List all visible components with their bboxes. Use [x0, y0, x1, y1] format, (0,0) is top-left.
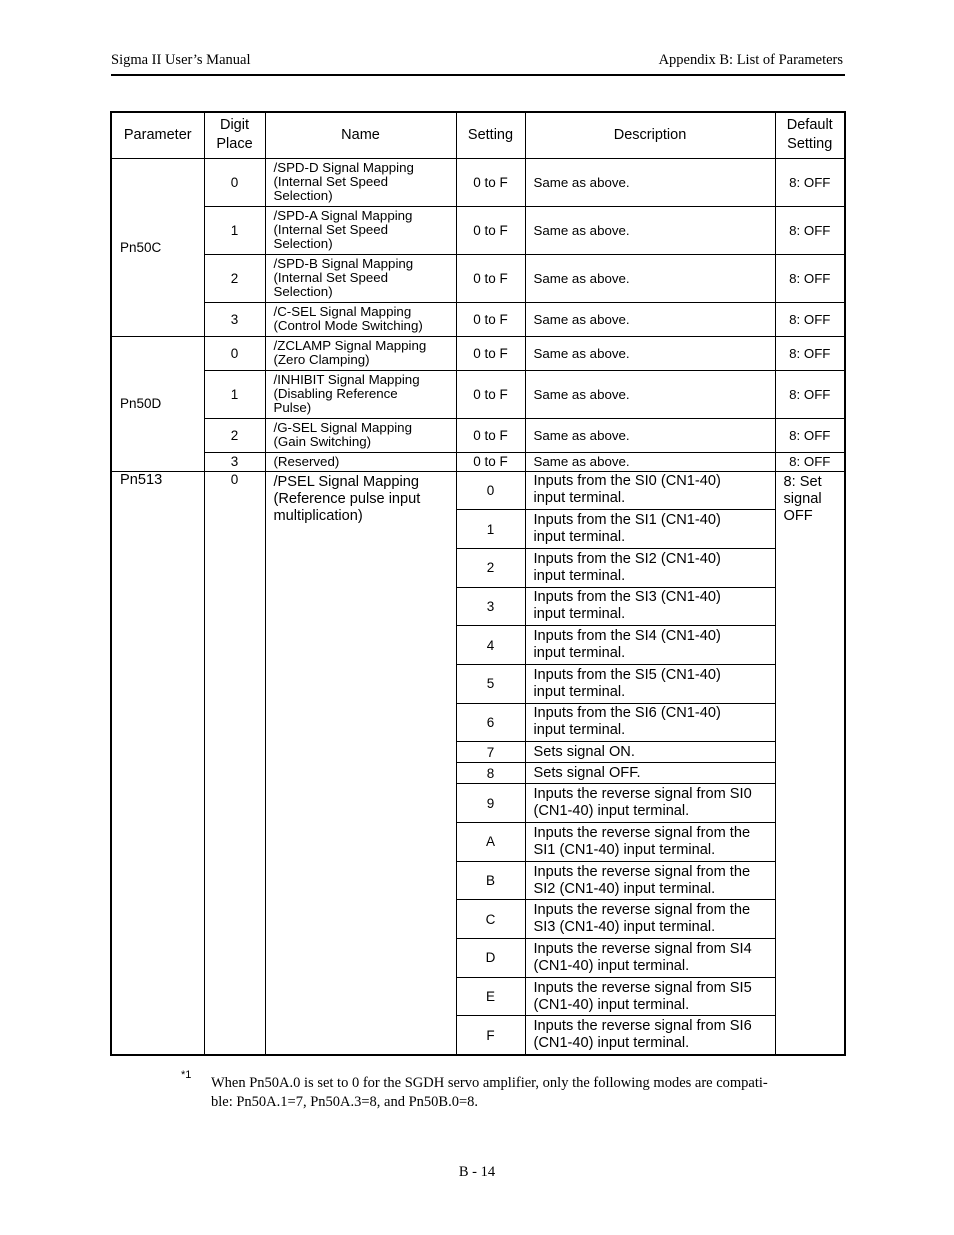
- text-line: Inputs from the SI6 (CN1-40): [533, 705, 721, 722]
- setting-cell: 7: [456, 742, 525, 763]
- setting-cell: F: [456, 1016, 525, 1055]
- running-header-left: Sigma II User’s Manual: [111, 52, 251, 68]
- description-cell: Same as above.: [525, 254, 775, 302]
- text-line: /SPD-A Signal Mapping: [273, 208, 413, 223]
- description-cell: [525, 784, 775, 823]
- description-cell: [525, 763, 775, 784]
- setting-cell: 4: [456, 626, 525, 665]
- default-cell: 8: OFF: [775, 206, 845, 254]
- description-cell: [525, 939, 775, 978]
- text-line: (Gain Switching): [273, 434, 372, 449]
- text-line: Selection): [273, 188, 333, 203]
- text-line: Inputs the reverse signal from the: [533, 902, 751, 919]
- text-line: input terminal.: [533, 606, 626, 623]
- digit-cell: 3: [204, 452, 265, 471]
- text-line: /C-SEL Signal Mapping: [273, 304, 412, 319]
- setting-cell: 0 to F: [456, 370, 525, 418]
- text-line: OFF: [783, 507, 813, 524]
- digit-cell: 3: [204, 302, 265, 336]
- pn513-group: [111, 471, 845, 1055]
- table-header-row: [111, 112, 845, 158]
- text-line: (Control Mode Switching): [273, 318, 423, 333]
- setting-cell: 3: [456, 587, 525, 626]
- text-line: (CN1-40) input terminal.: [533, 996, 690, 1013]
- text-line: (Disabling Reference: [273, 386, 398, 401]
- header-default-line1: Default: [786, 117, 833, 134]
- description-cell: [525, 587, 775, 626]
- default-cell: 8: OFF: [775, 336, 845, 370]
- parameter-cell: Pn50C: [111, 158, 204, 336]
- text-line: (Internal Set Speed: [273, 270, 389, 285]
- description-cell: [525, 742, 775, 763]
- text-line: Inputs from the SI3 (CN1-40): [533, 589, 721, 606]
- pn50d-group: [111, 336, 845, 471]
- col-header-setting: Setting: [456, 112, 525, 158]
- digit-cell: 0: [204, 336, 265, 370]
- digit-cell: 0: [204, 471, 265, 1055]
- text-line: SI2 (CN1-40) input terminal.: [533, 880, 716, 897]
- text-line: /G-SEL Signal Mapping: [273, 420, 412, 435]
- header-default-line2: Setting: [787, 136, 833, 153]
- default-cell: 8: OFF: [775, 370, 845, 418]
- table-row: [111, 370, 845, 418]
- header-rule: [111, 74, 845, 76]
- description-cell: Same as above.: [525, 206, 775, 254]
- text-line: Inputs the reverse signal from SI0: [533, 786, 752, 803]
- setting-cell: 5: [456, 664, 525, 703]
- name-cell: [265, 370, 456, 418]
- name-cell: [265, 418, 456, 452]
- text-line: Selection): [273, 236, 333, 251]
- text-line: Sets signal ON.: [533, 743, 635, 760]
- col-header-name: Name: [265, 112, 456, 158]
- digit-cell: 2: [204, 254, 265, 302]
- description-cell: [525, 861, 775, 900]
- description-cell: [525, 823, 775, 862]
- setting-cell: 0 to F: [456, 452, 525, 471]
- parameter-table: [110, 111, 846, 1056]
- text-line: input terminal.: [533, 645, 626, 662]
- description-cell: [525, 664, 775, 703]
- setting-cell: 0 to F: [456, 336, 525, 370]
- parameter-cell: Pn513: [111, 471, 204, 1055]
- digit-cell: 1: [204, 206, 265, 254]
- description-cell: [525, 703, 775, 742]
- description-cell: Same as above.: [525, 158, 775, 206]
- text-line: Inputs from the SI1 (CN1-40): [533, 512, 721, 529]
- name-cell: [265, 452, 456, 471]
- setting-cell: B: [456, 861, 525, 900]
- name-cell: [265, 336, 456, 370]
- description-cell: [525, 471, 775, 510]
- running-header-right: Appendix B: List of Parameters: [658, 52, 843, 68]
- name-cell: [265, 302, 456, 336]
- setting-cell: 9: [456, 784, 525, 823]
- setting-cell: 6: [456, 703, 525, 742]
- text-line: Inputs from the SI5 (CN1-40): [533, 666, 721, 683]
- description-cell: Same as above.: [525, 452, 775, 471]
- table-row: [111, 418, 845, 452]
- text-line: (CN1-40) input terminal.: [533, 957, 690, 974]
- description-cell: [525, 548, 775, 587]
- col-header-digit-place: [204, 112, 265, 158]
- setting-cell: 0 to F: [456, 254, 525, 302]
- page-number: B - 14: [458, 1164, 496, 1180]
- description-cell: [525, 626, 775, 665]
- text-line: Inputs the reverse signal from SI4: [533, 940, 752, 957]
- default-cell: 8: OFF: [775, 158, 845, 206]
- text-line: Sets signal OFF.: [533, 764, 641, 781]
- setting-cell: A: [456, 823, 525, 862]
- header-digit-line1: Digit: [219, 117, 249, 134]
- table-row: [111, 471, 845, 510]
- digit-cell: 0: [204, 158, 265, 206]
- name-cell: [265, 254, 456, 302]
- table-row: [111, 158, 845, 206]
- text-line: Inputs from the SI2 (CN1-40): [533, 550, 721, 567]
- col-header-parameter: Parameter: [111, 112, 204, 158]
- digit-cell: 1: [204, 370, 265, 418]
- table-row: [111, 302, 845, 336]
- text-line: signal: [783, 490, 822, 507]
- text-line: Inputs the reverse signal from SI5: [533, 979, 752, 996]
- text-line: /SPD-B Signal Mapping: [273, 256, 414, 271]
- text-line: /ZCLAMP Signal Mapping: [273, 338, 427, 353]
- text-line: multiplication): [273, 507, 363, 524]
- description-cell: Same as above.: [525, 370, 775, 418]
- text-line: (Zero Clamping): [273, 352, 370, 367]
- setting-cell: C: [456, 900, 525, 939]
- description-cell: [525, 977, 775, 1016]
- col-header-description: Description: [525, 112, 775, 158]
- table-row: [111, 452, 845, 471]
- setting-cell: 0 to F: [456, 418, 525, 452]
- text-line: (Internal Set Speed: [273, 174, 389, 189]
- description-cell: [525, 1016, 775, 1055]
- text-line: (Internal Set Speed: [273, 222, 389, 237]
- footnote-text: [211, 1074, 811, 1112]
- parameter-cell: Pn50D: [111, 336, 204, 471]
- text-line: Inputs the reverse signal from SI6: [533, 1018, 752, 1035]
- setting-cell: 2: [456, 548, 525, 587]
- text-line: 8: Set: [783, 473, 822, 490]
- text-line: Pulse): [273, 400, 312, 415]
- text-line: SI1 (CN1-40) input terminal.: [533, 841, 716, 858]
- setting-cell: E: [456, 977, 525, 1016]
- text-line: input terminal.: [533, 683, 626, 700]
- setting-cell: 1: [456, 510, 525, 549]
- text-line: input terminal.: [533, 490, 626, 507]
- pn50c-group: [111, 158, 845, 336]
- text-line: (CN1-40) input terminal.: [533, 1035, 690, 1052]
- text-line: Inputs from the SI0 (CN1-40): [533, 473, 721, 490]
- footnote-line2: ble: Pn50A.1=7, Pn50A.3=8, and Pn50B.0=8.: [211, 1094, 479, 1110]
- header-digit-line2: Place: [216, 136, 253, 153]
- text-line: Inputs the reverse signal from the: [533, 824, 751, 841]
- table-row: [111, 254, 845, 302]
- description-cell: [525, 900, 775, 939]
- text-line: SI3 (CN1-40) input terminal.: [533, 919, 716, 936]
- text-line: /INHIBIT Signal Mapping: [273, 372, 420, 387]
- text-line: (Reference pulse input: [273, 490, 421, 507]
- default-cell: 8: OFF: [775, 302, 845, 336]
- digit-cell: 2: [204, 418, 265, 452]
- text-line: Inputs the reverse signal from the: [533, 863, 751, 880]
- footnote-mark: *1: [181, 1069, 192, 1081]
- setting-cell: 0 to F: [456, 302, 525, 336]
- default-cell: 8: OFF: [775, 254, 845, 302]
- default-cell: 8: OFF: [775, 418, 845, 452]
- text-line: /SPD-D Signal Mapping: [273, 160, 414, 175]
- default-cell: [775, 471, 845, 1055]
- text-line: input terminal.: [533, 722, 626, 739]
- table-row: [111, 336, 845, 370]
- description-cell: Same as above.: [525, 302, 775, 336]
- text-line: input terminal.: [533, 529, 626, 546]
- text-line: (Reserved): [273, 453, 340, 469]
- name-cell: [265, 206, 456, 254]
- name-cell: [265, 158, 456, 206]
- description-cell: Same as above.: [525, 418, 775, 452]
- description-cell: [525, 510, 775, 549]
- text-line: (CN1-40) input terminal.: [533, 803, 690, 820]
- default-cell: 8: OFF: [775, 452, 845, 471]
- text-line: input terminal.: [533, 567, 626, 584]
- text-line: Inputs from the SI4 (CN1-40): [533, 628, 721, 645]
- name-cell: [265, 471, 456, 1055]
- description-cell: Same as above.: [525, 336, 775, 370]
- table-row: [111, 206, 845, 254]
- text-line: Selection): [273, 284, 333, 299]
- col-header-default: [775, 112, 845, 158]
- setting-cell: D: [456, 939, 525, 978]
- setting-cell: 8: [456, 763, 525, 784]
- setting-cell: 0: [456, 471, 525, 510]
- setting-cell: 0 to F: [456, 206, 525, 254]
- setting-cell: 0 to F: [456, 158, 525, 206]
- text-line: /PSEL Signal Mapping: [273, 473, 419, 490]
- footnote-line1: When Pn50A.0 is set to 0 for the SGDH servo amplifier, only the following modes are compati-: [211, 1075, 768, 1091]
